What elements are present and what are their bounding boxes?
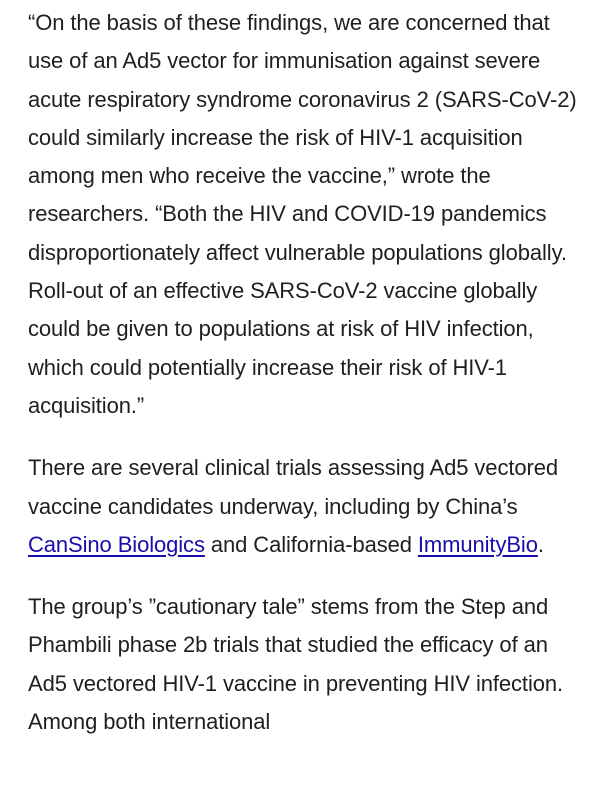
paragraph-text: and California-based [204, 531, 418, 557]
cansino-biologics-link[interactable]: CanSino Biologics [28, 531, 205, 557]
paragraph-cautionary-tale: The group’s ”cautionary tale” stems from the Step and Phambili phase 2b trials that studied the efficacy of an Ad5 vectored HIV-1 vaccine in preventing HIV infection. Among both international [28, 594, 564, 735]
paragraph-clinical-trials [28, 449, 580, 564]
immunitybio-link[interactable]: ImmunityBio [417, 531, 538, 557]
paragraph-quote: “On the basis of these findings, we are concerned that use of an Ad5 vector for immunisation against severe acute respiratory syndrome coronavirus 2 (SARS-CoV-2) could similarly increase the risk of HIV-1 acquisition among men who receive the vaccine,” wrote the researchers. “Both the HIV and COVID-19 pandemics disproportionately affect vulnerable populations globally. Roll-out of an effective SARS-CoV-2 vaccine globally could be given to populations at risk of HIV infection, which could potentially increase their risk of HIV-1 acquisition.” [28, 10, 577, 418]
article-body [28, 0, 580, 741]
paragraph-text: . [537, 531, 544, 557]
paragraph-text: There are several clinical trials assessing Ad5 vectored vaccine candidates underway, including by China’s [28, 455, 558, 519]
